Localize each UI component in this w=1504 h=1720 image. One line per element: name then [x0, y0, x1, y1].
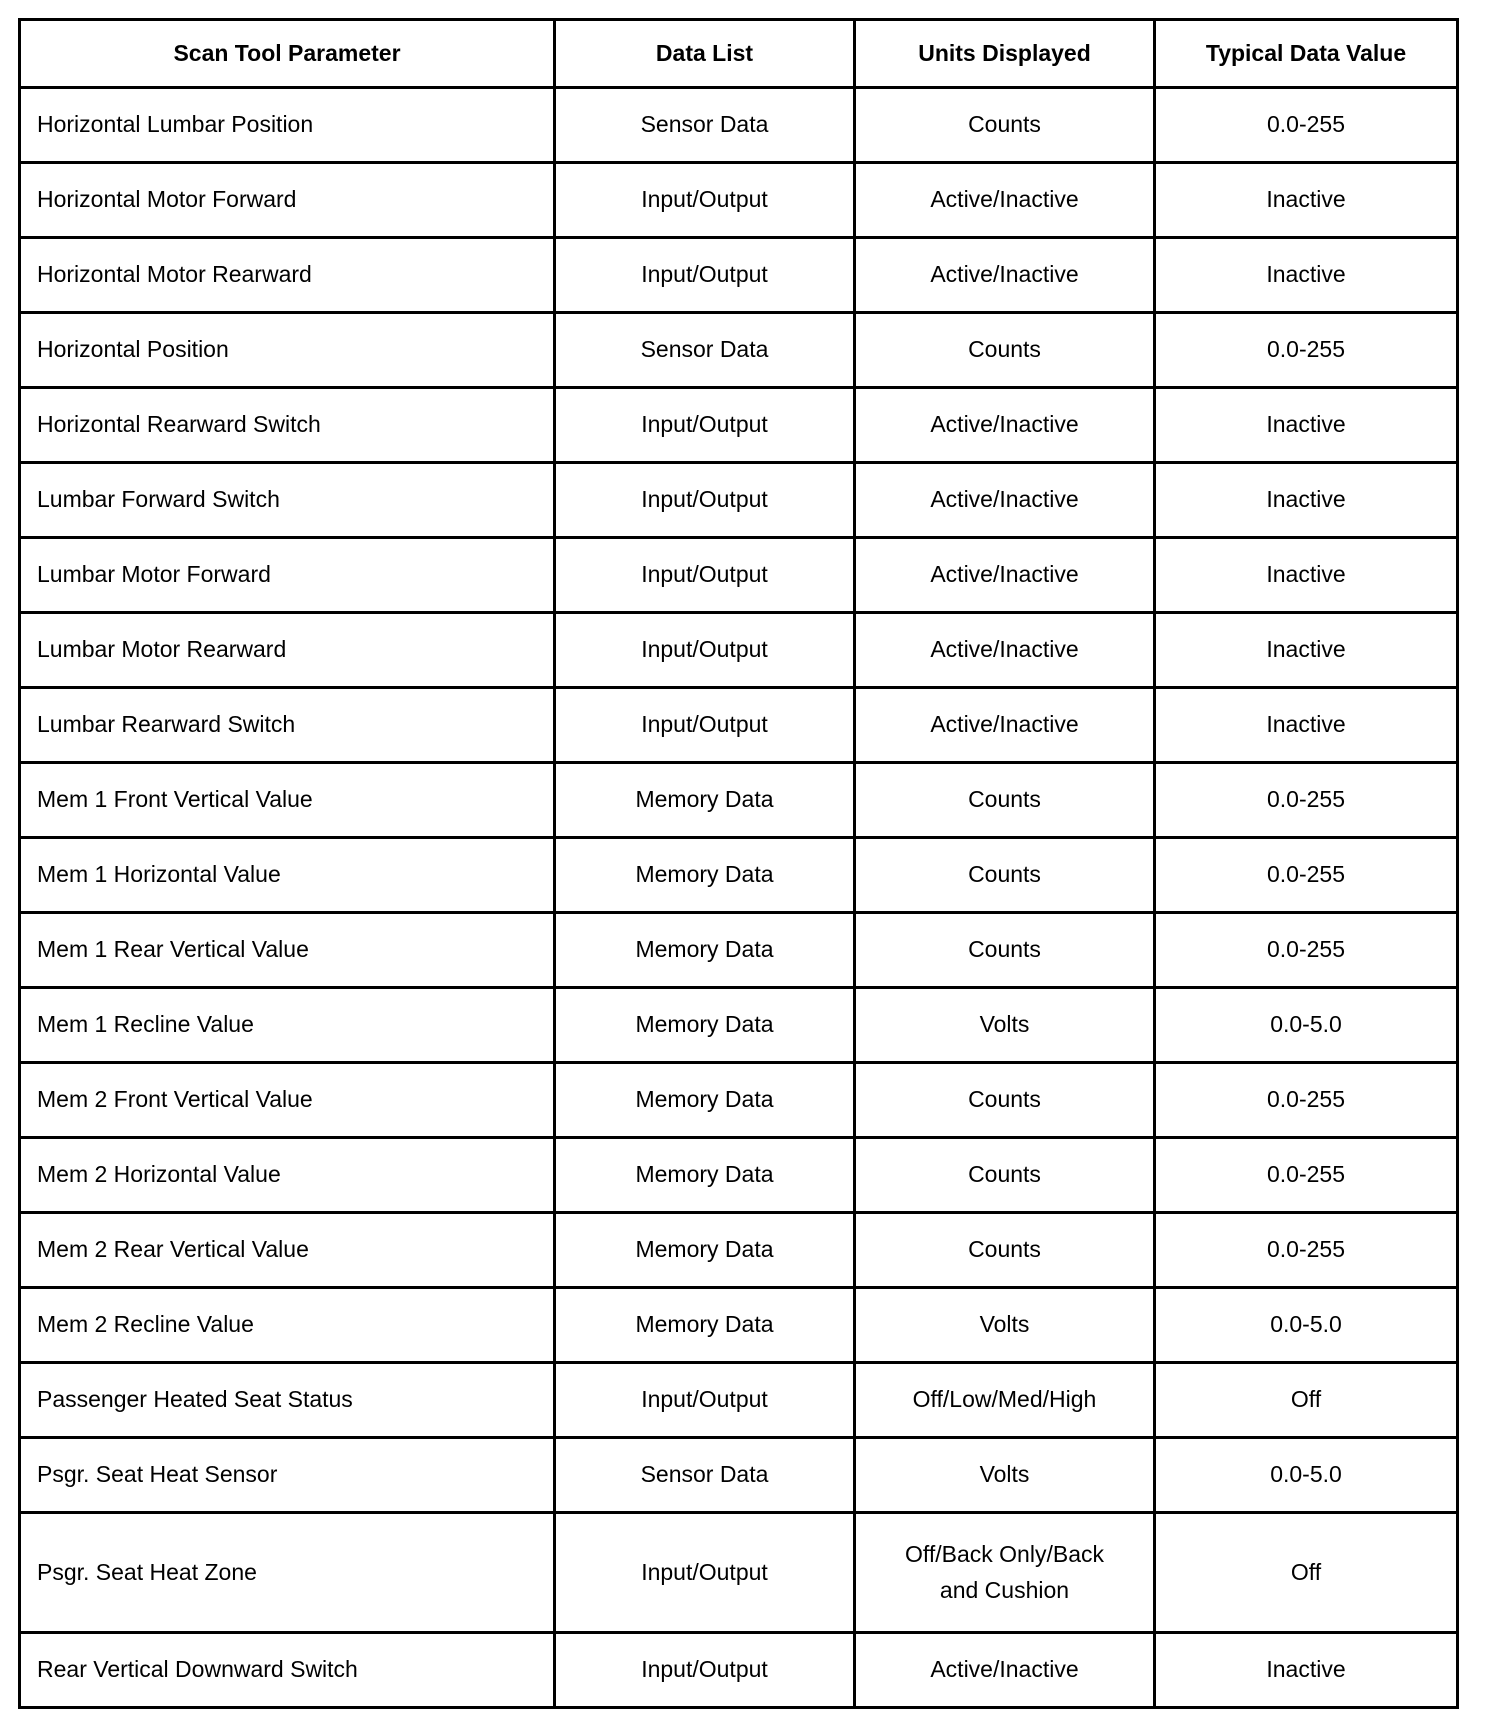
typical-value-cell: 0.0-255 — [1155, 838, 1458, 913]
units-cell: Counts — [855, 1063, 1155, 1138]
units-cell: Off/Low/Med/High — [855, 1363, 1155, 1438]
parameter-cell: Horizontal Motor Forward — [20, 163, 555, 238]
parameter-cell: Mem 2 Recline Value — [20, 1288, 555, 1363]
table-row — [20, 838, 1458, 913]
parameter-cell: Horizontal Rearward Switch — [20, 388, 555, 463]
units-cell: Counts — [855, 1138, 1155, 1213]
data-list-cell: Input/Output — [555, 613, 855, 688]
data-list-cell: Memory Data — [555, 1063, 855, 1138]
data-list-cell: Input/Output — [555, 463, 855, 538]
table-row — [20, 988, 1458, 1063]
table-row — [20, 538, 1458, 613]
data-list-cell: Input/Output — [555, 538, 855, 613]
table-row — [20, 1063, 1458, 1138]
units-cell: Counts — [855, 88, 1155, 163]
parameter-cell: Horizontal Motor Rearward — [20, 238, 555, 313]
typical-value-cell: Inactive — [1155, 538, 1458, 613]
parameter-cell: Horizontal Position — [20, 313, 555, 388]
parameter-cell: Psgr. Seat Heat Sensor — [20, 1438, 555, 1513]
units-cell: Volts — [855, 1438, 1155, 1513]
data-list-cell: Input/Output — [555, 238, 855, 313]
typical-value-cell: 0.0-5.0 — [1155, 988, 1458, 1063]
data-list-cell: Input/Output — [555, 1363, 855, 1438]
table-row — [20, 1138, 1458, 1213]
data-list-cell: Memory Data — [555, 763, 855, 838]
table-row — [20, 763, 1458, 838]
data-list-cell: Memory Data — [555, 1138, 855, 1213]
units-cell: Active/Inactive — [855, 688, 1155, 763]
parameter-cell: Lumbar Rearward Switch — [20, 688, 555, 763]
table-row — [20, 1288, 1458, 1363]
units-cell: Active/Inactive — [855, 613, 1155, 688]
units-cell: Active/Inactive — [855, 538, 1155, 613]
parameter-cell: Passenger Heated Seat Status — [20, 1363, 555, 1438]
data-list-cell: Memory Data — [555, 1288, 855, 1363]
data-list-cell: Input/Output — [555, 163, 855, 238]
units-cell: Active/Inactive — [855, 1633, 1155, 1708]
parameter-cell: Mem 1 Front Vertical Value — [20, 763, 555, 838]
typical-value-cell: Inactive — [1155, 163, 1458, 238]
typical-value-cell: Inactive — [1155, 388, 1458, 463]
typical-value-cell: 0.0-255 — [1155, 913, 1458, 988]
parameter-cell: Lumbar Forward Switch — [20, 463, 555, 538]
typical-value-cell: Off — [1155, 1513, 1458, 1633]
typical-value-cell: 0.0-255 — [1155, 763, 1458, 838]
parameter-cell: Mem 2 Front Vertical Value — [20, 1063, 555, 1138]
units-cell: Off/Back Only/Back and Cushion — [855, 1513, 1155, 1633]
table-row — [20, 163, 1458, 238]
parameter-cell: Mem 2 Rear Vertical Value — [20, 1213, 555, 1288]
units-cell: Volts — [855, 1288, 1155, 1363]
data-list-cell: Memory Data — [555, 913, 855, 988]
units-cell: Counts — [855, 913, 1155, 988]
typical-value-cell: 0.0-255 — [1155, 313, 1458, 388]
table-row — [20, 238, 1458, 313]
parameter-cell: Rear Vertical Downward Switch — [20, 1633, 555, 1708]
typical-value-cell: Inactive — [1155, 238, 1458, 313]
units-cell: Counts — [855, 838, 1155, 913]
units-cell: Active/Inactive — [855, 238, 1155, 313]
header-scan-tool-parameter: Scan Tool Parameter — [20, 20, 555, 88]
data-list-cell: Memory Data — [555, 1213, 855, 1288]
units-cell: Volts — [855, 988, 1155, 1063]
data-list-cell: Sensor Data — [555, 88, 855, 163]
table-row — [20, 1438, 1458, 1513]
table-row — [20, 688, 1458, 763]
data-list-cell: Memory Data — [555, 838, 855, 913]
typical-value-cell: 0.0-255 — [1155, 88, 1458, 163]
data-list-cell: Input/Output — [555, 1633, 855, 1708]
data-list-cell: Sensor Data — [555, 1438, 855, 1513]
typical-value-cell: 0.0-5.0 — [1155, 1288, 1458, 1363]
units-cell: Active/Inactive — [855, 163, 1155, 238]
units-cell: Active/Inactive — [855, 463, 1155, 538]
parameter-cell: Mem 1 Rear Vertical Value — [20, 913, 555, 988]
header-typical-data-value: Typical Data Value — [1155, 20, 1458, 88]
table-row — [20, 88, 1458, 163]
typical-value-cell: Inactive — [1155, 613, 1458, 688]
table-row — [20, 1213, 1458, 1288]
parameter-cell: Mem 2 Horizontal Value — [20, 1138, 555, 1213]
typical-value-cell: Inactive — [1155, 1633, 1458, 1708]
data-list-cell: Input/Output — [555, 688, 855, 763]
parameter-cell: Lumbar Motor Forward — [20, 538, 555, 613]
table-row — [20, 313, 1458, 388]
typical-value-cell: 0.0-255 — [1155, 1138, 1458, 1213]
parameter-cell: Horizontal Lumbar Position — [20, 88, 555, 163]
parameter-cell: Mem 1 Recline Value — [20, 988, 555, 1063]
table-row — [20, 388, 1458, 463]
table-row — [20, 463, 1458, 538]
header-units-displayed: Units Displayed — [855, 20, 1155, 88]
data-list-cell: Input/Output — [555, 1513, 855, 1633]
header-data-list: Data List — [555, 20, 855, 88]
scan-tool-data-table — [18, 18, 1459, 1709]
data-list-cell: Input/Output — [555, 388, 855, 463]
typical-value-cell: 0.0-255 — [1155, 1063, 1458, 1138]
parameter-cell: Psgr. Seat Heat Zone — [20, 1513, 555, 1633]
units-cell: Counts — [855, 1213, 1155, 1288]
units-cell: Counts — [855, 313, 1155, 388]
table-row — [20, 1633, 1458, 1708]
typical-value-cell: Inactive — [1155, 463, 1458, 538]
typical-value-cell: Inactive — [1155, 688, 1458, 763]
units-cell: Active/Inactive — [855, 388, 1155, 463]
table-row — [20, 1513, 1458, 1633]
data-list-cell: Memory Data — [555, 988, 855, 1063]
typical-value-cell: Off — [1155, 1363, 1458, 1438]
parameter-cell: Mem 1 Horizontal Value — [20, 838, 555, 913]
table-row — [20, 613, 1458, 688]
header-row — [20, 20, 1458, 88]
units-cell: Counts — [855, 763, 1155, 838]
parameter-cell: Lumbar Motor Rearward — [20, 613, 555, 688]
table-row — [20, 913, 1458, 988]
table-row — [20, 1363, 1458, 1438]
typical-value-cell: 0.0-255 — [1155, 1213, 1458, 1288]
data-list-cell: Sensor Data — [555, 313, 855, 388]
typical-value-cell: 0.0-5.0 — [1155, 1438, 1458, 1513]
